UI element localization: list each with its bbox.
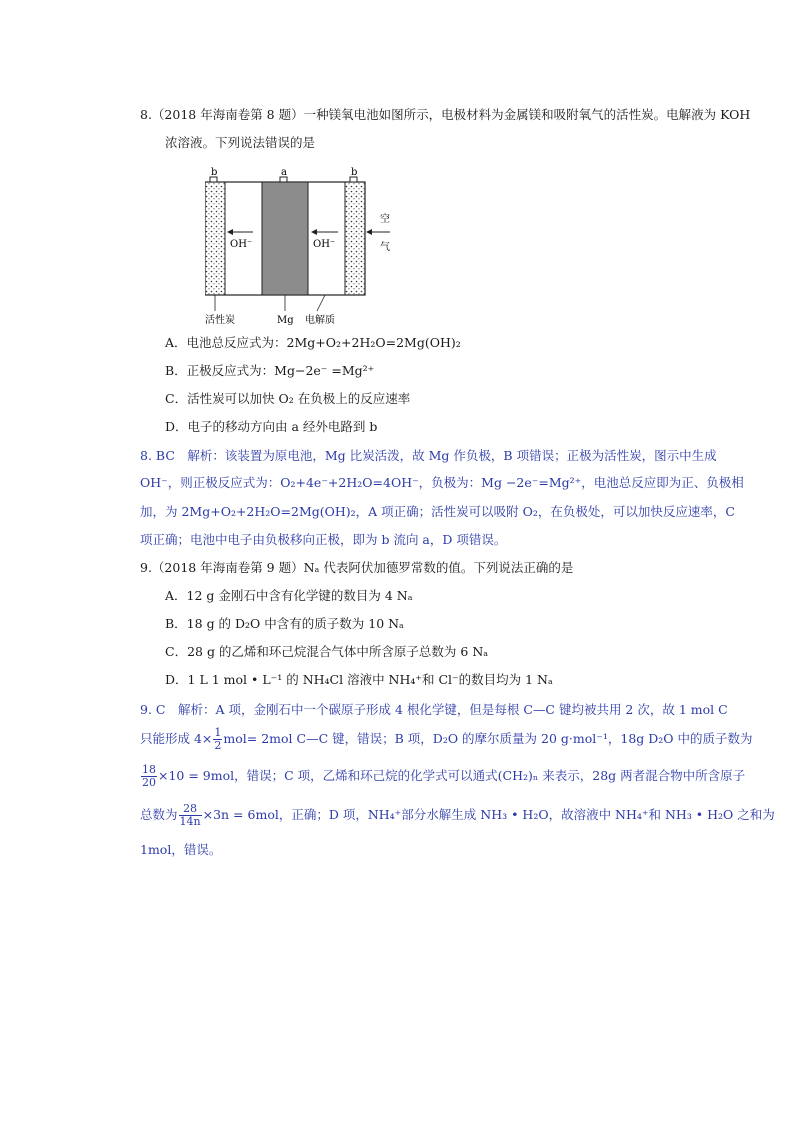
q8-answer-line-1: 8. BC 解析：该装置为原电池，Mg 比炭活泼，故 Mg 作负极，B 项错误；正极为活性炭，图示中生成 xyxy=(140,448,717,463)
left-carbon-electrode xyxy=(205,182,225,295)
air-label-1: 空 xyxy=(380,214,390,225)
q8-answer-line-3: 加，为 2Mg+O₂+2H₂O=2Mg(OH)₂，A 项正确；活性炭可以吸附 O₂，在负极处，可以加快反应速率，C xyxy=(140,504,735,519)
label-mg: Mg xyxy=(277,315,294,326)
label-b-left: b xyxy=(211,167,218,178)
fraction-18-20: $\frac{18}{20}$ xyxy=(142,763,156,789)
q8-option-d: D．电子的移动方向由 a 经外电路到 b xyxy=(165,419,378,434)
q9-answer-line-1: 9. C 解析：A 项，金刚石中一个碳原子形成 4 根化学键，但是每根 C—C 键均被共用 2 次，故 1 mol C xyxy=(140,702,728,717)
q9-answer-line-4-rest: ×3n = 6mol，正确；D 项，NH₄⁺部分水解生成 NH₃ • H₂O，故溶液中 NH₄⁺和 NH₃ • H₂O 之和为 xyxy=(202,807,775,822)
q9-answer-line-4 xyxy=(140,803,775,828)
label-b-right: b xyxy=(351,167,358,178)
q8-answer-line-2: OH⁻，则正极反应式为：O₂+4e⁻+2H₂O=4OH⁻，负极为：Mg −2e⁻=Mg²⁺，电池总反应即为正、负极相 xyxy=(140,475,744,490)
q8-title-line-1: 8.（2018 年海南卷第 8 题）一种镁氧电池如图所示，电极材料为金属镁和吸附氧气的活性炭。电解液为 KOH xyxy=(140,107,751,122)
q9-answer-line-4-prefix: 总数为 xyxy=(140,807,178,822)
fraction-one-half: $\frac{1}{2}$ xyxy=(214,726,222,752)
label-activated-carbon: 活性炭 xyxy=(205,315,235,326)
fraction-28-14n: $\frac{28}{14n}$ xyxy=(179,802,201,828)
battery-diagram xyxy=(205,165,405,330)
q9-answer-line-2-prefix: 只能形成 4× xyxy=(140,731,213,746)
air-label-2: 气 xyxy=(380,242,390,253)
q9-answer-line-2 xyxy=(140,727,753,752)
q9-option-d: D．1 L 1 mol • L⁻¹ 的 NH₄Cl 溶液中 NH₄⁺和 Cl⁻的数目均为 1 Nₐ xyxy=(165,672,553,687)
label-electrolyte: 电解质 xyxy=(305,315,335,326)
oh-left-label: OH⁻ xyxy=(230,239,253,250)
q9-title: 9.（2018 年海南卷第 9 题）Nₐ 代表阿伏加德罗常数的值。下列说法正确的是 xyxy=(140,560,574,575)
q8-option-a: A．电池总反应式为：2Mg+O₂+2H₂O=2Mg(OH)₂ xyxy=(165,335,461,350)
air-arrow-icon xyxy=(366,229,372,235)
q9-option-c: C．28 g 的乙烯和环己烷混合气体中所含原子总数为 6 Nₐ xyxy=(165,644,489,659)
q9-option-b: B．18 g 的 D₂O 中含有的质子数为 10 Nₐ xyxy=(165,616,404,631)
q8-answer-line-4: 项正确；电池中电子由负极移向正极，即为 b 流向 a，D 项错误。 xyxy=(140,532,507,547)
label-a: a xyxy=(281,167,287,178)
q8-option-c: C．活性炭可以加快 O₂ 在负极上的反应速率 xyxy=(165,391,411,406)
oh-right-label: OH⁻ xyxy=(313,239,336,250)
q9-answer-line-5: 1mol，错误。 xyxy=(140,842,222,857)
mg-electrode xyxy=(262,182,308,295)
q8-option-b: B．正极反应式为：Mg−2e⁻ =Mg²⁺ xyxy=(165,363,375,378)
right-carbon-electrode xyxy=(345,182,365,295)
q9-answer-line-3 xyxy=(140,764,745,789)
q9-answer-line-3-rest: ×10 = 9mol，错误；C 项，乙烯和环己烷的化学式可以通式(CH₂)ₙ 来表示，28g 两者混合物中所含原子 xyxy=(158,768,746,783)
q8-title-line-2: 浓溶液。下列说法错误的是 xyxy=(165,135,316,150)
q9-answer-line-2-rest: mol= 2mol C—C 键，错误；B 项，D₂O 的摩尔质量为 20 g·mol⁻¹，18g D₂O 中的质子数为 xyxy=(223,731,753,746)
q9-option-a: A．12 g 金刚石中含有化学键的数目为 4 Nₐ xyxy=(165,588,413,603)
